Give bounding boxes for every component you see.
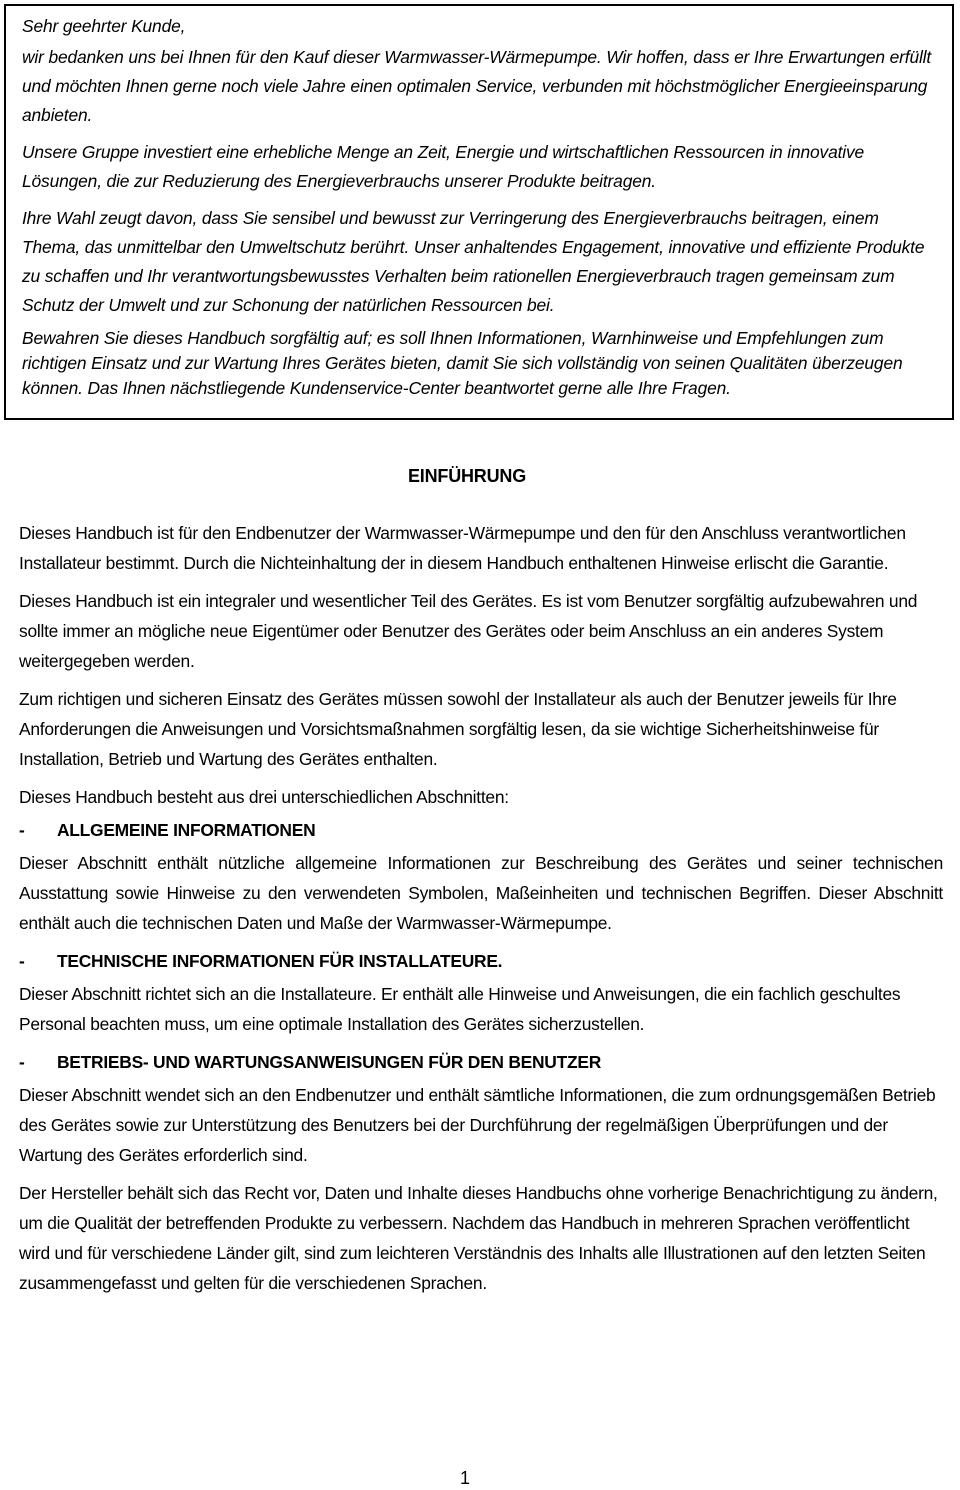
section-text-installer-info: Dieser Abschnitt richtet sich an die Installateure. Er enthält alle Hinweise und Anweisungen, die ein fachlich geschultes Personal beachten muss, um eine optimale Installation des Gerätes sicherzustellen. — [19, 984, 901, 1034]
intro-paragraph-audience: Dieses Handbuch ist für den Endbenutzer der Warmwasser-Wärmepumpe und den für den Anschluss verantwortlichen Installateur bestimmt. Durch die Nichteinhaltung der in diesem Handbuch enthaltenen Hinweise erlischt die Garantie. — [19, 523, 906, 573]
intro-paragraph-manufacturer-rights: Der Hersteller behält sich das Recht vor, Daten und Inhalte dieses Handbuchs ohne vorherige Benachrichtigung zu ändern, um die Qualität der betreffenden Produkte zu verbessern. Nachdem das Handbuch in mehreren Sprachen veröffentlicht wird und für verschiedene Länder gilt, sind zum leichteren Verständnis des Inhalts alle Illustrationen auf den letzten Seiten zusammengefasst und gelten für die verschiedenen Sprachen. — [19, 1183, 938, 1293]
section-text-user-instructions: Dieser Abschnitt wendet sich an den Endbenutzer und enthält sämtliche Informationen, die zum ordnungsgemäßen Betrieb des Gerätes sowie zur Unterstützung des Benutzers bei der Durchführung der regelmäßigen Überprüfungen und der Wartung des Gerätes erforderlich sind. — [19, 1085, 936, 1165]
intro-paragraph-sections: Dieses Handbuch besteht aus drei unterschiedlichen Abschnitten: — [19, 787, 509, 807]
letter-paragraph-choice: Ihre Wahl zeugt davon, dass Sie sensibel und bewusst zur Verringerung des Energieverbrauchs beitragen, einem Thema, das unmittelbar den Umweltschutz berührt. Unser anhaltendes Engagement, innovative und effiziente Produkte zu schaffen und Ihr verantwortungsbewusstes Verhalten beim rationellen Energieverbrauch tragen gemeinsam zum Schutz der Umwelt und zur Schonung der natürlichen Ressourcen bei. — [22, 208, 925, 315]
letter-paragraph-investment: Unsere Gruppe investiert eine erhebliche Menge an Zeit, Energie und wirtschaftlichen Ressourcen in innovative Lösungen, die zur Reduzierung des Energieverbrauchs unserer Produkte beitragen. — [22, 142, 865, 191]
letter-paragraph-keep-manual: Bewahren Sie dieses Handbuch sorgfältig auf; es soll Ihnen Informationen, Warnhinweise und Empfehlungen zum richtigen Einsatz und zur Wartung Ihres Gerätes bieten, damit Sie sich vollständig von seinen Qualitäten überzeugen können. Das Ihnen nächstliegende Kundenservice-Center beantwortet gerne alle Ihre Fragen. — [22, 328, 903, 398]
dash-marker: - — [19, 820, 25, 840]
letter-salutation: Sehr geehrter Kunde, — [22, 16, 186, 36]
section-heading-label: BETRIEBS- UND WARTUNGSANWEISUNGEN FÜR DEN BENUTZER — [57, 1052, 601, 1072]
intro-paragraph-safety: Zum richtigen und sicheren Einsatz des Gerätes müssen sowohl der Installateur als auch der Benutzer jeweils für Ihre Anforderungen die Anweisungen und Vorsichtsmaßnahmen sorgfältig lesen, da sie wichtige Sicherheitshinweise für Installation, Betrieb und Wartung des Gerätes enthalten. — [19, 689, 897, 769]
section-heading-general-info — [19, 815, 943, 845]
introduction-title: EINFÜHRUNG — [408, 466, 526, 486]
section-heading-user-instructions — [19, 1047, 943, 1077]
dash-marker: - — [19, 951, 25, 971]
page-number: 1 — [459, 1468, 470, 1488]
section-heading-label: ALLGEMEINE INFORMATIONEN — [57, 820, 316, 840]
section-heading-label: TECHNISCHE INFORMATIONEN FÜR INSTALLATEURE. — [57, 951, 503, 971]
section-heading-installer-info — [19, 946, 943, 976]
intro-paragraph-integral: Dieses Handbuch ist ein integraler und wesentlicher Teil des Gerätes. Es ist vom Benutzer sorgfältig aufzubewahren und sollte immer an mögliche neue Eigentümer oder Benutzer des Gerätes oder beim Anschluss an ein anderes System weitergegeben werden. — [19, 591, 918, 671]
letter-paragraph-thanks: wir bedanken uns bei Ihnen für den Kauf dieser Warmwasser-Wärmepumpe. Wir hoffen, dass er Ihre Erwartungen erfüllt und möchten Ihnen gerne noch viele Jahre einen optimalen Service, verbunden mit höchstmöglicher Energieeinsparung anbieten. — [22, 47, 932, 125]
introduction-content — [19, 518, 943, 1306]
customer-letter-box — [4, 4, 954, 420]
dash-marker: - — [19, 1052, 25, 1072]
section-text-general-info: Dieser Abschnitt enthält nützliche allgemeine Informationen zur Beschreibung des Gerätes und seiner technischen Ausstattung sowie Hinweise zu den verwendeten Symbolen, Maßeinheiten und technischen Begriffen. Dieser Abschnitt enthält auch die technischen Daten und Maße der Warmwasser-Wärmepumpe. — [19, 853, 943, 933]
